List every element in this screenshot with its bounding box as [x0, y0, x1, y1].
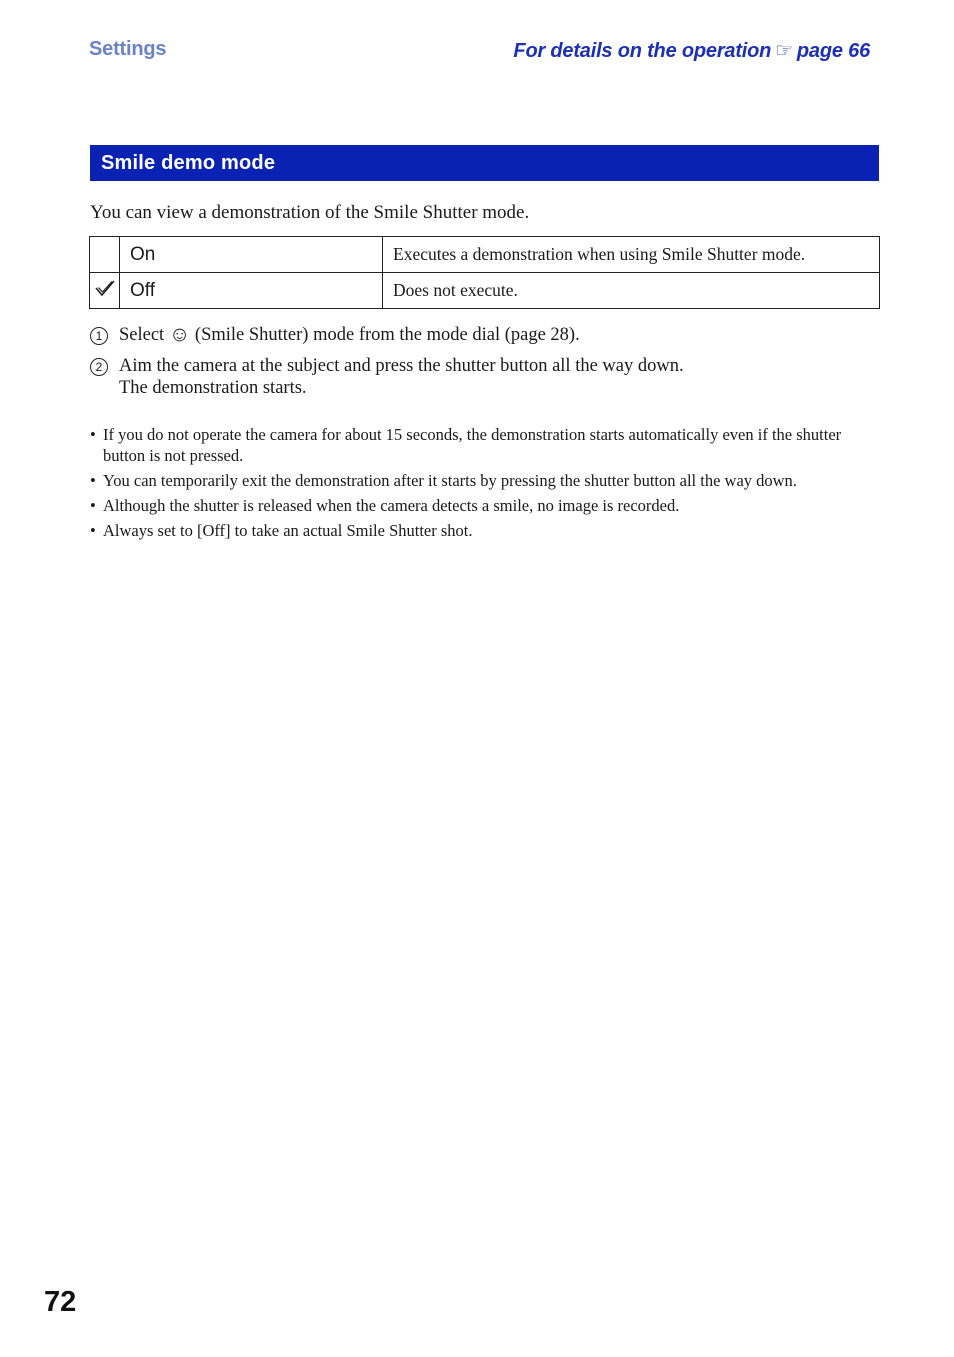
operation-reference-text: For details on the operation	[513, 40, 772, 62]
options-table	[89, 236, 880, 309]
option-description: Executes a demonstration when using Smile Shutter mode.	[383, 237, 880, 273]
default-marker-cell	[90, 273, 120, 309]
option-name: On	[120, 237, 383, 273]
step-text-start: Select	[119, 325, 165, 345]
default-check-icon	[94, 278, 116, 298]
section-title-bar	[90, 145, 879, 181]
page-number: 72	[44, 1286, 77, 1318]
option-row-off	[90, 273, 880, 309]
operation-page-link[interactable]: page 66	[796, 40, 870, 62]
procedure-steps	[90, 324, 880, 408]
note-item: • If you do not operate the camera for about 15 seconds, the demonstration starts automatically even if the shutter button is not pressed.	[90, 424, 880, 466]
step-number-icon: 2	[90, 358, 108, 376]
step-item	[90, 355, 880, 399]
notes-list	[90, 424, 880, 545]
default-marker-cell	[90, 237, 120, 273]
note-item: • You can temporarily exit the demonstration after it starts by pressing the shutter button all the way down.	[90, 470, 880, 491]
step-text-line-1: Aim the camera at the subject and press the shutter button all the way down.	[119, 356, 684, 376]
note-item: • Although the shutter is released when the camera detects a smile, no image is recorded.	[90, 495, 880, 516]
option-row-on	[90, 237, 880, 273]
header-operation-reference[interactable]	[513, 38, 870, 63]
option-name: Off	[120, 273, 383, 309]
pointing-hand-icon: ☞	[775, 40, 793, 62]
option-description: Does not execute.	[383, 273, 880, 309]
step-text	[119, 355, 684, 399]
step-item	[90, 324, 880, 346]
step-text	[119, 324, 580, 346]
section-title: Smile demo mode	[101, 151, 276, 174]
header-section-title: Settings	[89, 38, 167, 60]
step-number-icon: 1	[90, 327, 108, 345]
step-text-end: (Smile Shutter) mode from the mode dial (page 28).	[194, 325, 580, 345]
step-text-line-2: The demonstration starts.	[119, 378, 307, 398]
note-item: • Always set to [Off] to take an actual Smile Shutter shot.	[90, 520, 880, 541]
smile-shutter-icon: ☺	[168, 322, 191, 346]
section-intro: You can view a demonstration of the Smile Shutter mode.	[90, 202, 530, 223]
